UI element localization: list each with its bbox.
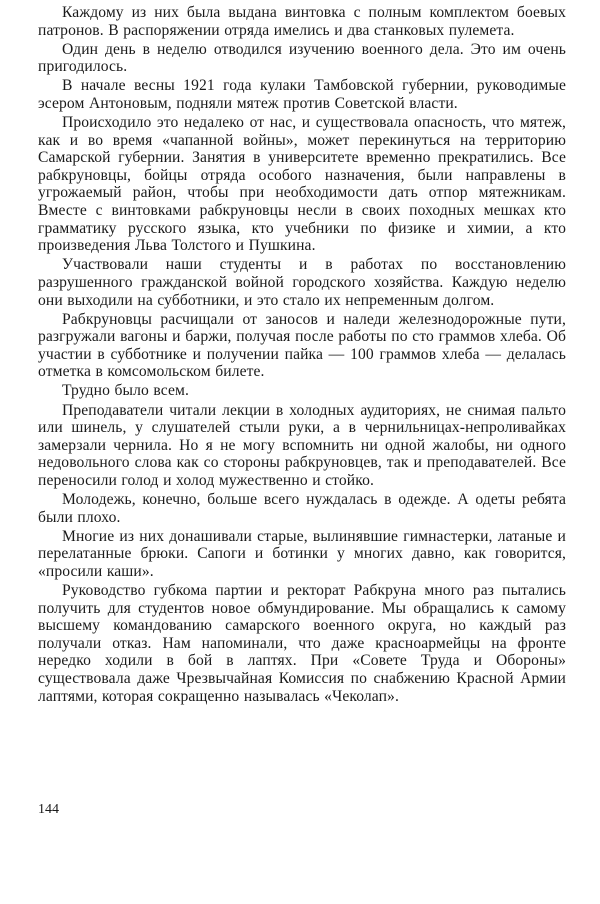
paragraph-7: Трудно было всем.	[62, 382, 189, 400]
paragraph-11: Руководство губкома партии и ректорат Рабкруна много раз пытались получить для студентов новое обмундирование. Мы обращались к самому высшему командованию самарского военного округа, но каждый раз получали отказ. Нам напоминали, что даже красноармейцы на фронте нередко ходили в бой в лаптях. При «Совете Труда и Обороны» существовала даже Чрезвычайная Комиссия по снабжению Красной Армии лаптями, которая сокращенно называлась «Чеколап».	[38, 582, 566, 705]
paragraph-6: Рабкруновцы расчищали от заносов и наледи железнодорожные пути, разгружали вагоны и баржи, получая после работы по сто граммов хлеба. Об участии в субботнике и получении пайка — 100 граммов хлеба — делалась отметка в комсомольском билете.	[38, 310, 566, 381]
paragraph-5: Участвовали наши студенты и в работах по восстановлению разрушенного гражданской войной городского хозяйства. Каждую неделю они выходили на субботники, и это стало их непременным долгом.	[38, 256, 566, 309]
paragraph-3: В начале весны 1921 года кулаки Тамбовской губернии, руководимые эсером Антоновым, подняли мятеж против Советской власти.	[38, 77, 566, 112]
paragraph-4: Происходило это недалеко от нас, и существовала опасность, что мятеж, как и во время «чапанной войны», может перекинуться на территорию Самарской губернии. Занятия в университете временно прекратились. Все рабкруновцы, бойцы отряда особого назначения, были направлены в угрожаемый район, чтобы при необходимости дать отпор мятежникам. Вместе с винтовками рабкруновцы несли в своих походных мешках кто грамматику русского языка, кто учебники по физике и химии, а кто произведения Льва Толстого и Пушкина.	[38, 114, 566, 255]
page-body	[38, 4, 566, 707]
paragraph-10: Многие из них донашивали старые, вылинявшие гимнастерки, латаные и перелатанные брюки. Сапоги и ботинки у многих давно, как говорится, «просили каши».	[38, 527, 566, 580]
paragraph-9: Молодежь, конечно, больше всего нуждалась в одежде. А одеты ребята были плохо.	[38, 491, 566, 526]
page-number: 144	[38, 802, 59, 817]
paragraph-1: Каждому из них была выдана винтовка с полным комплектом боевых патронов. В распоряжении отряда имелись и два станковых пулемета.	[38, 4, 566, 39]
paragraph-2: Один день в неделю отводился изучению военного дела. Это им очень пригодилось.	[38, 40, 566, 76]
paragraph-8: Преподаватели читали лекции в холодных аудиториях, не снимая пальто или шинель, у слушателей стыли руки, а в чернильницах-непроливайках замерзали чернила. Но я не могу вспомнить ни одной жалобы, ни одного недовольного слова как со стороны рабкруновцев, так и преподавателей. Все переносили голод и холод мужественно и стойко.	[38, 401, 566, 489]
